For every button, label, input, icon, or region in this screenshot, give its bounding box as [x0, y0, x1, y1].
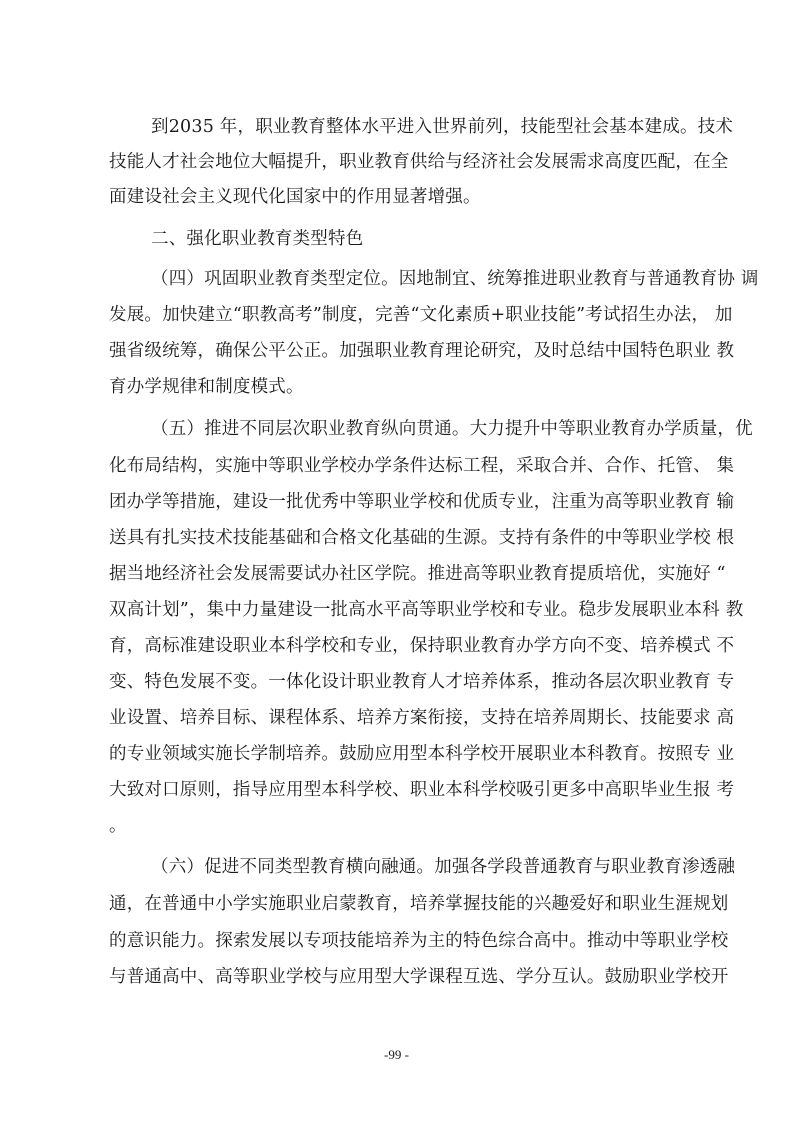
text-line: 据当地经济社会发展需要试办社区学院。推进高等职业教育提质培优，实施好 “ [109, 564, 726, 584]
page-number: -99 - [384, 1047, 409, 1062]
text-line: 团办学等措施，建设一批优秀中等职业学校和优质专业，注重为高等职业教育 输 [109, 492, 735, 512]
text-line: 面建设社会主义现代化国家中的作用显著增强。 [109, 187, 481, 207]
text-line: 。 [109, 816, 127, 836]
text-line: 变、特色发展不变。一体化设计职业教育人才培养体系，推动各层次职业教育 专 [109, 672, 735, 692]
text-line: 送具有扎实技术技能基础和合格文化基础的生源。支持有条件的中等职业学校 根 [109, 528, 735, 548]
text-line: 育，高标准建设职业本科学校和专业，保持职业教育办学方向不变、培养模式 不 [109, 636, 735, 656]
text-line: 发展。加快建立“职教高考”制度，完善“文化素质+职业技能”考试招生办法， 加 [109, 305, 733, 325]
text-line: 到2035 年，职业教育整体水平进入世界前列，技能型社会基本建成。技术 [151, 117, 734, 137]
text-line: 的意识能力。探索发展以专项技能培养为主的特色综合高中。推动中等职业学校 [109, 931, 729, 951]
text-line: （五）推进不同层次职业教育纵向贯通。大力提升中等职业教育办学质量，优 [151, 419, 753, 439]
text-line: 化布局结构，实施中等职业学校办学条件达标工程，采取合并、合作、托管、 集 [109, 456, 735, 476]
section-heading: 二、强化职业教育类型特色 [151, 229, 364, 249]
text-line: 技能人才社会地位大幅提升，职业教育供给与经济社会发展需求高度匹配，在全 [109, 152, 729, 172]
text-line: （六）促进不同类型教育横向融通。加强各学段普通教育与职业教育渗透融 [151, 857, 736, 877]
text-line: 大致对口原则，指导应用型本科学校、职业本科学校吸引更多中高职毕业生报 考 [109, 780, 735, 800]
text-line: 强省级统筹，确保公平公正。加强职业教育理论研究，及时总结中国特色职业 教 [109, 341, 735, 361]
text-line: 通，在普通中小学实施职业启蒙教育，培养掌握技能的兴趣爱好和职业生涯规划 [109, 894, 729, 914]
text-line: 业设置、培养目标、课程体系、培养方案衔接，支持在培养周期长、技能要求 高 [109, 708, 735, 728]
text-line: （四）巩固职业教育类型定位。因地制宜、统筹推进职业教育与普通教育协 调 [151, 269, 759, 289]
text-line: 双高计划”，集中力量建设一批高水平高等职业学校和专业。稳步发展职业本科 教 [109, 600, 744, 620]
text-line: 育办学规律和制度模式。 [109, 377, 304, 397]
text-line: 的专业领域实施长学制培养。鼓励应用型本科学校开展职业本科教育。按照专 业 [109, 744, 735, 764]
text-line: 与普通高中、高等职业学校与应用型大学课程互选、学分互认。鼓励职业学校开 [109, 967, 729, 987]
